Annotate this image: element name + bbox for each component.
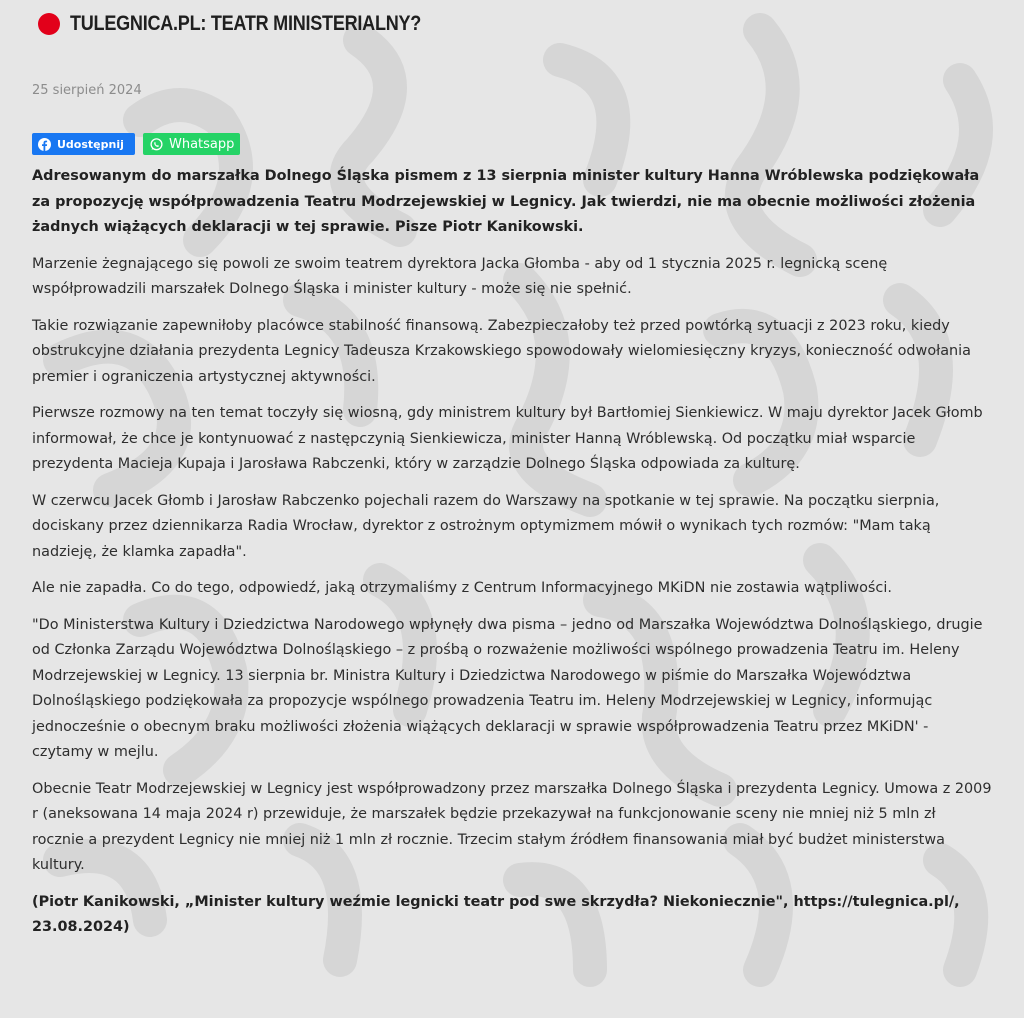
article-body [32,164,992,952]
facebook-icon [38,138,51,151]
article-paragraph: "Do Ministerstwa Kultury i Dziedzictwa Narodowego wpłynęły dwa pisma – jedno od Marszałka Województwa Dolnośląskiego, drugie od Członka Zarządu Województwa Dolnośląskiego – z prośbą o rozważenie możliwości wspólnego prowadzenia Teatru im. Heleny Modrzejewskiej w Legnicy. 13 sierpnia br. Ministra Kultury i Dziedzictwa Narodowego w piśmie do Marszałka Województwa Dolnośląskiego podziękowała za propozycje wspólnego prowadzenia Teatru im. Heleny Modrzejewskiej w Legnicy, informując jednocześnie o obecnym braku możliwości złożenia wiążących deklaracji w sprawie współprowadzenia Teatru przez MKiDN' - czytamy w mejlu. [32,616,983,760]
share-buttons [32,133,240,155]
article-paragraph: Ale nie zapadła. Co do tego, odpowiedź, jaką otrzymaliśmy z Centrum Informacyjnego MKiDN nie zostawia wątpliwości. [32,580,892,596]
page-title: TULEGNICA.PL: TEATR MINISTERIALNY? [70,12,422,35]
article-lead: Adresowanym do marszałka Dolnego Śląska pismem z 13 sierpnia minister kultury Hanna Wróblewska podziękowała za propozycję współprowadzenia Teatru Modrzejewskiej w Legnicy. Jak twierdzi, nie ma obecnie możliwości złożenia żadnych wiążących deklaracji w tej sprawie. Pisze Piotr Kanikowski. [32,168,980,235]
whatsapp-share-button[interactable] [143,133,240,155]
article-paragraph: Marzenie żegnającego się powoli ze swoim teatrem dyrektora Jacka Głomba - aby od 1 stycznia 2025 r. legnicką scenę współprowadzili marszałek Dolnego Śląska i minister kultury - może się nie spełnić. [32,255,888,297]
header [38,12,478,36]
article-paragraph: Obecnie Teatr Modrzejewskiej w Legnicy jest współprowadzony przez marszałka Dolnego Śląska i prezydenta Legnicy. Umowa z 2009 r (aneksowana 14 maja 2024 r) przewiduje, że marszałek będzie przekazywał na funkcjonowanie sceny nie mniej niż 5 mln zł rocznie a prezydent Legnicy nie mniej niż 1 mln zł rocznie. Trzecim stałym źródłem finansowania miał być budżet ministerstwa kultury. [32,780,992,873]
whatsapp-share-label: Whatsapp [169,136,235,152]
article-paragraph: W czerwcu Jacek Głomb i Jarosław Rabczenko pojechali razem do Warszawy na spotkanie w tej sprawie. Na początku sierpnia, dociskany przez dziennikarza Radia Wrocław, dyrektor z ostrożnym optymizmem mówił o wynikach tych rozmów: "Mam taką nadzieję, że klamka zapadła". [32,492,940,560]
facebook-share-button[interactable] [32,133,135,155]
red-dot-icon [38,13,60,35]
publish-date: 25 sierpień 2024 [32,83,142,98]
article-paragraph: Pierwsze rozmowy na ten temat toczyły się wiosną, gdy ministrem kultury był Bartłomiej Sienkiewicz. W maju dyrektor Jacek Głomb informował, że chce je kontynuować z następczynią Sienkiewicza, minister Hanną Wróblewską. Od początku miał wsparcie prezydenta Macieja Kupaja i Jarosława Rabczenki, który w zarządzie Dolnego Śląska odpowiada za kulturę. [32,405,983,472]
whatsapp-icon [150,138,163,151]
facebook-share-label: Udostępnij [57,137,124,151]
article-citation: (Piotr Kanikowski, „Minister kultury weźmie legnicki teatr pod swe skrzydła? Niekoniecznie", https://tulegnica.pl/, 23.08.2024) [32,893,960,935]
article-paragraph: Takie rozwiązanie zapewniłoby placówce stabilność finansową. Zabezpieczałoby też przed powtórką sytuacji z 2023 roku, kiedy obstrukcyjne działania prezydenta Legnicy Tadeusza Krzakowskiego spowodowały wielomiesięczny kryzys, konieczność odwołania premier i ograniczenia artystycznej aktywności. [32,317,971,385]
